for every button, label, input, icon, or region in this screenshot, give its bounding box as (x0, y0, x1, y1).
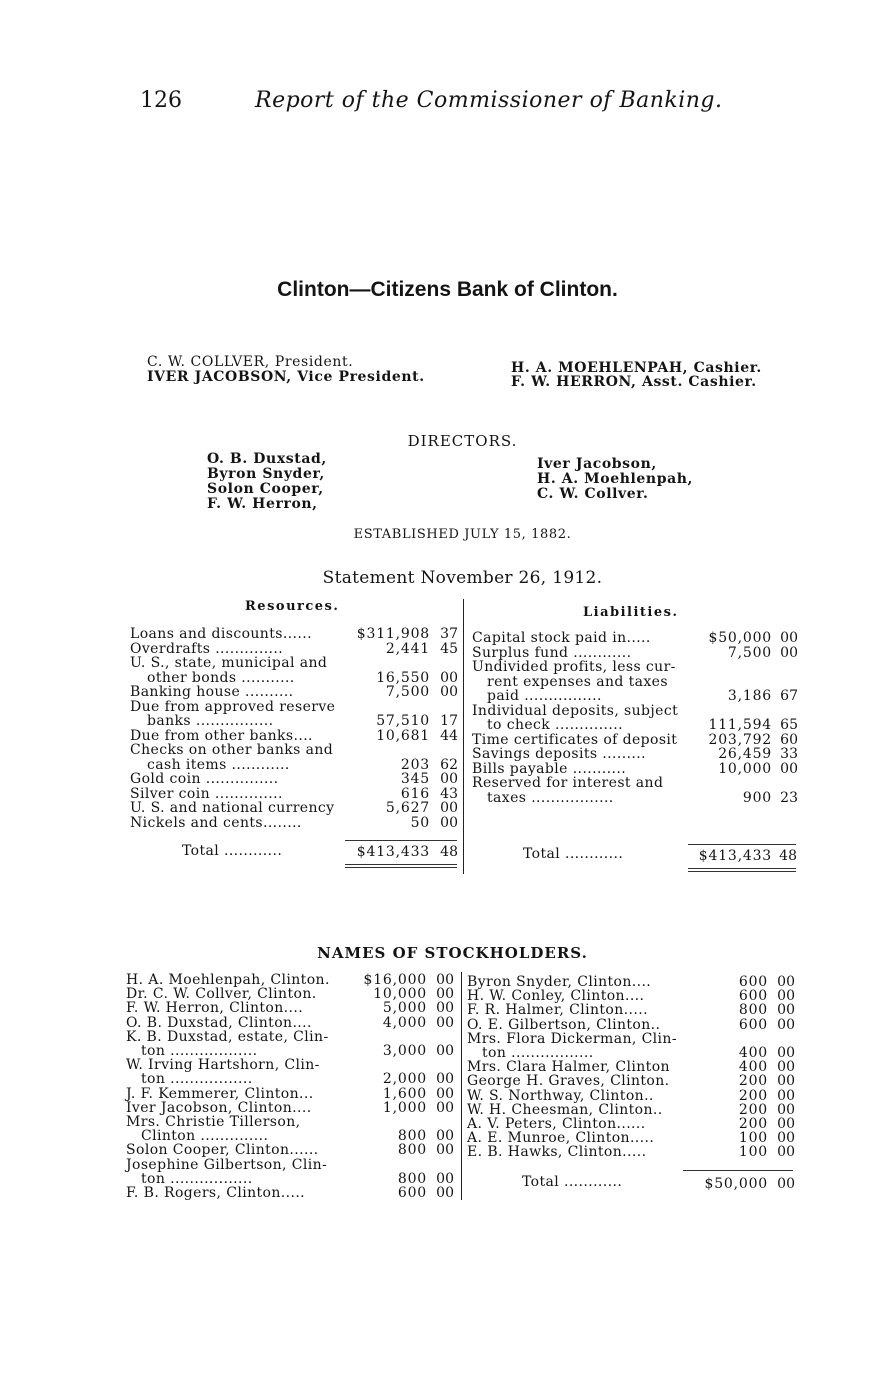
director-item: C. W. Collver. (537, 486, 649, 502)
stockholder-left-row-cents: 00 (436, 972, 454, 988)
stockholder-left-row-amount: 4,000 (382, 1014, 427, 1031)
resource-row-amount: 203 (400, 756, 430, 773)
stockholder-right-row-amount: 200 (738, 1073, 768, 1090)
stockholder-left-row-label: ton ................. (141, 1071, 253, 1088)
resource-row-label: Silver coin .............. (130, 785, 283, 802)
liabilities-total-double-rule (688, 871, 796, 872)
stockholder-left-row-amount: 1,000 (382, 1099, 427, 1116)
resource-row-label: Due from other banks.... (130, 727, 313, 744)
stockholder-left-row-cents: 00 (436, 1085, 454, 1102)
resource-row-label: U. S. and national currency (130, 800, 335, 816)
stockholder-right-row-label: F. R. Halmer, Clinton..... (467, 1002, 648, 1019)
resource-row-label: Due from approved reserve (130, 698, 336, 715)
resource-row-label: cash items ............ (147, 756, 290, 773)
liability-row-cents: 33 (780, 746, 798, 762)
director-item: Iver Jacobson, (537, 456, 657, 472)
running-title: Report of the Commissioner of Banking. (255, 88, 723, 113)
stockholder-right-row-cents: 00 (777, 1002, 795, 1019)
liability-row-amount: 7,500 (727, 644, 772, 661)
resource-row-amount: 2,441 (385, 640, 430, 657)
stockholder-left-row-cents: 00 (436, 1185, 454, 1201)
resource-row-amount: 5,627 (385, 800, 430, 816)
stockholder-right-row-amount: 800 (738, 1002, 768, 1019)
stockholder-right-row-cents: 00 (777, 1059, 795, 1076)
stockholder-right-row-label: Byron Snyder, Clinton.... (467, 974, 652, 990)
stockholder-left-row-label: W. Irving Hartshorn, Clin- (126, 1057, 320, 1074)
stockholders-total-amount: $50,000 (704, 1176, 768, 1192)
stockholder-left-row-label: Iver Jacobson, Clinton.... (126, 1099, 312, 1116)
stockholder-left-row-cents: 00 (436, 986, 454, 1003)
stockholder-right-row-amount: 200 (738, 1087, 768, 1104)
resource-row-cents: 43 (440, 785, 458, 802)
liability-row-label: Savings deposits ......... (472, 746, 646, 762)
liability-row-amount: 900 (742, 789, 772, 806)
liabilities-total-amount: $413,433 (698, 848, 772, 864)
resource-row-cents: 62 (440, 756, 458, 773)
liability-row-label: Surplus fund ............ (472, 644, 632, 661)
stockholder-left-row-label: Mrs. Christie Tillerson, (126, 1114, 301, 1130)
directors-heading: DIRECTORS. (407, 432, 518, 450)
officer-asst-cashier: F. W. HERRON, Asst. Cashier. (511, 374, 757, 390)
liability-row-label: Reserved for interest and (472, 775, 664, 791)
resource-row-label: other bonds ........... (147, 669, 295, 686)
resources-total-cents: 48 (440, 844, 458, 860)
stockholder-right-row-amount: 400 (738, 1045, 768, 1061)
liabilities-total-cents: 48 (779, 848, 797, 864)
liability-row-cents: 00 (780, 630, 798, 646)
resources-total-amount: $413,433 (356, 844, 430, 860)
resources-total-label: Total ............ (182, 843, 283, 859)
resources-total-double-rule (345, 867, 457, 868)
liabilities-heading: Liabilities. (583, 605, 679, 620)
stockholders-total-label: Total ............ (522, 1174, 623, 1190)
stockholder-left-row-label: Clinton .............. (141, 1128, 269, 1145)
stockholder-left-row-amount: 10,000 (373, 986, 427, 1003)
resource-row-amount: 7,500 (385, 684, 430, 700)
resource-row-label: Nickels and cents........ (130, 814, 302, 831)
stockholder-right-row-cents: 00 (777, 1116, 795, 1132)
stockholder-left-row-amount: 800 (397, 1170, 427, 1187)
stockholder-left-row-label: Josephine Gilbertson, Clin- (126, 1156, 328, 1173)
liabilities-total-rule (688, 844, 796, 845)
stockholder-right-row-label: E. B. Hawks, Clinton..... (467, 1144, 647, 1161)
stockholder-right-row-amount: 200 (738, 1116, 768, 1132)
stockholder-left-row-amount: 1,600 (382, 1085, 427, 1102)
resource-row-cents: 37 (440, 626, 458, 642)
director-item: Solon Cooper, (207, 481, 324, 497)
liability-row-amount: 26,459 (718, 746, 772, 762)
stockholder-left-row-cents: 00 (436, 1000, 454, 1017)
page-number: 126 (140, 88, 182, 113)
officer-cashier: H. A. MOEHLENPAH, Cashier. (511, 360, 762, 376)
stockholder-right-row-amount: 100 (738, 1130, 768, 1147)
stockholder-right-row-cents: 00 (777, 1101, 795, 1118)
director-item: Byron Snyder, (207, 466, 325, 482)
stockholder-right-row-cents: 00 (777, 1016, 795, 1033)
stockholder-right-row-cents: 00 (777, 1144, 795, 1161)
resource-row-amount: 10,681 (376, 727, 430, 744)
stockholder-left-row-label: ton .................. (141, 1043, 258, 1059)
liability-row-label: taxes ................. (487, 789, 614, 806)
resource-row-label: Gold coin ............... (130, 771, 279, 787)
stockholder-right-row-cents: 00 (777, 1087, 795, 1104)
liability-row-cents: 65 (780, 717, 798, 733)
stockholder-left-row-amount: 800 (397, 1128, 427, 1145)
resource-row-cents: 45 (440, 640, 458, 657)
stockholder-left-row-cents: 00 (436, 1142, 454, 1159)
liabilities-total-label: Total ............ (523, 846, 624, 862)
liability-row-label: Time certificates of deposit (472, 731, 678, 748)
stockholder-right-row-label: ton ................. (482, 1045, 594, 1061)
liabilities-total-double-rule (688, 868, 796, 869)
stockholder-left-row-amount: 3,000 (382, 1043, 427, 1059)
stockholders-total-rule (683, 1170, 793, 1171)
stockholder-right-row-amount: 200 (738, 1101, 768, 1118)
stockholder-left-row-cents: 00 (436, 1043, 454, 1059)
stockholder-left-row-label: Dr. C. W. Collver, Clinton. (126, 986, 317, 1003)
liability-row-label: Bills payable ........... (472, 760, 627, 777)
director-item: O. B. Duxstad, (207, 451, 327, 467)
resource-row-label: Checks on other banks and (130, 742, 334, 758)
stockholder-left-row-label: O. B. Duxstad, Clinton.... (126, 1014, 312, 1031)
liability-row-cents: 67 (780, 688, 798, 704)
director-item: F. W. Herron, (207, 496, 318, 512)
stockholders-heading: NAMES OF STOCKHOLDERS. (317, 944, 588, 962)
stockholder-right-row-label: Mrs. Clara Halmer, Clinton (467, 1059, 670, 1076)
established-date: ESTABLISHED JULY 15, 1882. (353, 527, 572, 542)
resource-row-amount: $311,908 (356, 626, 430, 642)
stockholder-left-row-cents: 00 (436, 1170, 454, 1187)
liability-row-label: Undivided profits, less cur- (472, 659, 676, 675)
stockholders-column-divider (461, 972, 462, 1200)
resource-row-cents: 00 (440, 684, 458, 700)
stockholder-right-row-amount: 400 (738, 1059, 768, 1076)
liability-row-amount: 10,000 (718, 760, 772, 777)
stockholder-right-row-amount: 100 (738, 1144, 768, 1161)
stockholder-left-row-amount: 800 (397, 1142, 427, 1159)
bank-title: Clinton—Citizens Bank of Clinton. (277, 278, 618, 301)
liability-row-label: paid ................ (487, 688, 602, 704)
resource-row-amount: 616 (400, 785, 430, 802)
stockholder-left-row-label: H. A. Moehlenpah, Clinton. (126, 972, 330, 988)
liability-row-label: Capital stock paid in..... (472, 630, 651, 646)
stockholder-left-row-amount: 2,000 (382, 1071, 427, 1088)
stockholder-right-row-label: A. E. Munroe, Clinton..... (467, 1130, 655, 1147)
liability-row-cents: 23 (780, 789, 798, 806)
resource-row-cents: 00 (440, 771, 458, 787)
director-item: H. A. Moehlenpah, (537, 471, 694, 487)
resource-row-label: Loans and discounts...... (130, 626, 312, 642)
liability-row-cents: 00 (780, 760, 798, 777)
liability-row-cents: 60 (780, 731, 798, 748)
stockholder-right-row-label: O. E. Gilbertson, Clinton.. (467, 1016, 661, 1033)
resource-row-cents: 17 (440, 713, 458, 729)
stockholder-right-row-label: H. W. Conley, Clinton.... (467, 988, 645, 1005)
liability-row-amount: 111,594 (708, 717, 772, 733)
liability-row-label: to check .............. (487, 717, 623, 733)
stockholder-right-row-amount: 600 (738, 1016, 768, 1033)
stockholder-left-row-label: F. W. Herron, Clinton.... (126, 1000, 304, 1017)
stockholder-left-row-label: Solon Cooper, Clinton...... (126, 1142, 319, 1159)
statement-title: Statement November 26, 1912. (322, 568, 603, 588)
stockholder-left-row-label: J. F. Kemmerer, Clinton... (126, 1085, 314, 1102)
stockholder-right-row-amount: 600 (738, 974, 768, 990)
resource-row-amount: 345 (400, 771, 430, 787)
liability-row-amount: 3,186 (727, 688, 772, 704)
resource-row-cents: 00 (440, 669, 458, 686)
resources-heading: Resources. (245, 599, 340, 614)
resource-row-amount: 16,550 (376, 669, 430, 686)
stockholder-left-row-label: F. B. Rogers, Clinton..... (126, 1185, 306, 1201)
liability-row-label: Individual deposits, subject (472, 702, 679, 719)
resource-row-cents: 44 (440, 727, 458, 744)
stockholder-left-row-amount: 600 (397, 1185, 427, 1201)
stockholder-left-row-cents: 00 (436, 1099, 454, 1116)
stockholder-right-row-label: W. S. Northway, Clinton.. (467, 1087, 654, 1104)
stockholder-left-row-cents: 00 (436, 1128, 454, 1145)
officer-vice-president: IVER JACOBSON, Vice President. (147, 369, 425, 385)
stockholder-left-row-cents: 00 (436, 1071, 454, 1088)
officer-president: C. W. COLLVER, President. (147, 354, 354, 370)
statement-column-divider (463, 599, 464, 874)
stockholder-left-row-amount: 5,000 (382, 1000, 427, 1017)
liability-row-amount: $50,000 (708, 630, 772, 646)
liability-row-cents: 00 (780, 644, 798, 661)
stockholder-right-row-cents: 00 (777, 1130, 795, 1147)
resource-row-label: banks ................ (147, 713, 274, 729)
liability-row-amount: 203,792 (708, 731, 772, 748)
stockholder-right-row-label: W. H. Cheesman, Clinton.. (467, 1101, 663, 1118)
resources-total-rule (345, 840, 457, 841)
resource-row-amount: 57,510 (376, 713, 430, 729)
stockholder-right-row-cents: 00 (777, 974, 795, 990)
stockholder-right-row-cents: 00 (777, 1045, 795, 1061)
stockholder-left-row-label: K. B. Duxstad, estate, Clin- (126, 1028, 329, 1045)
resources-total-double-rule (345, 864, 457, 865)
liability-row-label: rent expenses and taxes (487, 673, 668, 690)
stockholder-right-row-amount: 600 (738, 988, 768, 1005)
resource-row-label: U. S., state, municipal and (130, 655, 328, 671)
stockholder-right-row-label: A. V. Peters, Clinton...... (467, 1116, 646, 1132)
stockholder-right-row-label: Mrs. Flora Dickerman, Clin- (467, 1030, 677, 1047)
stockholder-left-row-label: ton ................. (141, 1170, 253, 1187)
stockholders-total-cents: 00 (777, 1176, 795, 1192)
stockholder-right-row-label: George H. Graves, Clinton. (467, 1073, 670, 1090)
resource-row-cents: 00 (440, 800, 458, 816)
stockholder-right-row-cents: 00 (777, 1073, 795, 1090)
resource-row-amount: 50 (410, 814, 430, 831)
stockholder-right-row-cents: 00 (777, 988, 795, 1005)
stockholder-left-row-amount: $16,000 (363, 972, 427, 988)
stockholder-left-row-cents: 00 (436, 1014, 454, 1031)
resource-row-label: Banking house .......... (130, 684, 294, 700)
resource-row-label: Overdrafts .............. (130, 640, 284, 657)
resource-row-cents: 00 (440, 814, 458, 831)
